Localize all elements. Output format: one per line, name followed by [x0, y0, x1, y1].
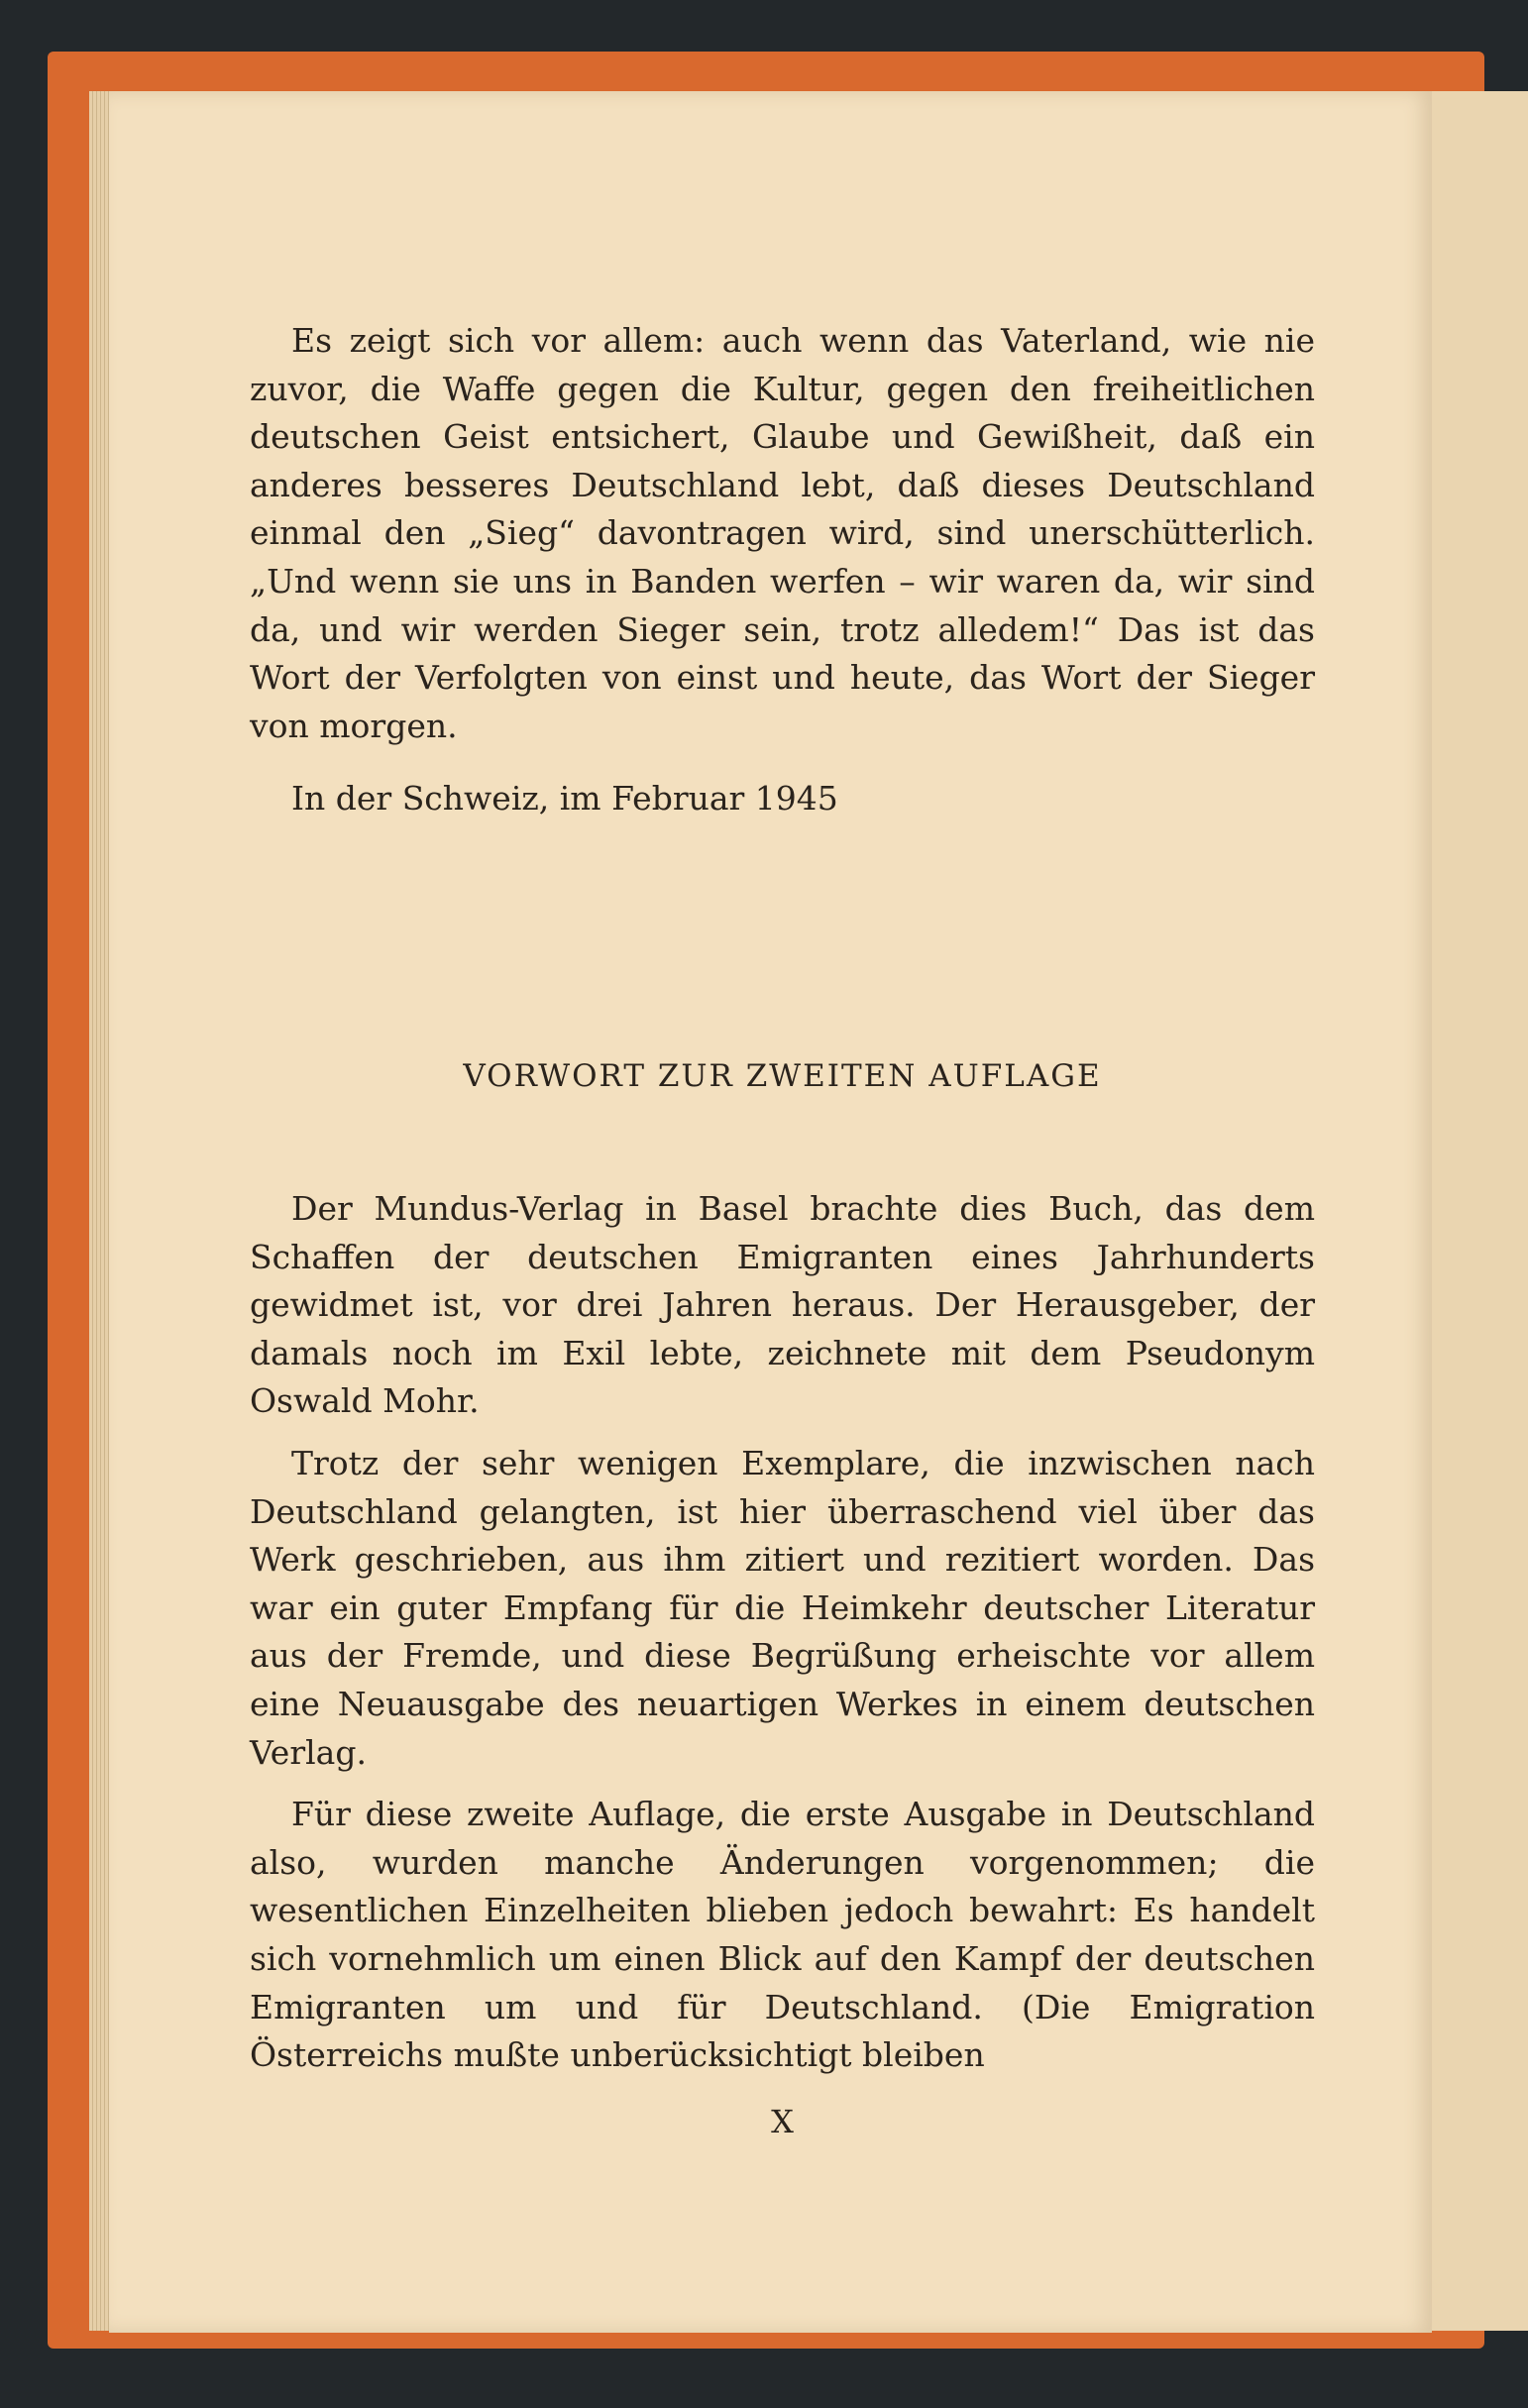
closing-paragraph-section: [250, 317, 1315, 780]
page-stack-edge: [89, 91, 111, 2331]
body-paragraph: Der Mundus-Verlag in Basel brachte dies Buch, das dem Schaffen der deutschen Emigranten eines Jahrhunderts gewidmet ist, vor drei Jahren heraus. Der Herausgeber, der damals noch im Exil lebte, zeichnete mit dem Pseudonym Oswald Mohr.: [250, 1189, 1315, 1421]
foreword-body: [250, 1185, 1315, 2094]
facing-page-edge: [1427, 91, 1528, 2331]
page-number: X: [771, 2103, 794, 2140]
body-paragraph: Für diese zweite Auflage, die erste Ausgabe in Deutschland also, wurden manche Änderungen vorgenommen; die wesentlichen Einzelheiten blieben jedoch bewahrt: Es handelt sich vornehmlich um einen Blick auf den Kampf der deutschen Emigranten um und für Deutschland. (Die Emigration Österreichs mußte unberücksichtigt bleiben: [250, 1795, 1315, 2075]
section-heading: VORWORT ZUR ZWEITEN AUFLAGE: [463, 1058, 1102, 1094]
body-paragraph: Es zeigt sich vor allem: auch wenn das Vaterland, wie nie zuvor, die Waffe gegen die Kultur, gegen den freiheitlichen deutschen Geist entsichert, Glaube und Gewißheit, daß ein anderes besseres Deutschland lebt, daß dieses Deutschland einmal den „Sieg“ davontragen wird, sind unerschütterlich. „Und wenn sie uns in Banden werfen – wir waren da, wir sind da, und wir werden Sieger sein, trotz alledem!“ Das ist das Wort der Verfolgten von einst und heute, das Wort der Sieger von morgen.: [250, 321, 1315, 745]
body-paragraph: Trotz der sehr wenigen Exemplare, die inzwischen nach Deutschland gelangten, ist hier überraschend viel über das Werk geschrieben, aus ihm zitiert und rezitiert worden. Das war ein guter Empfang für die Heimkehr deutscher Literatur aus der Fremde, und diese Begrüßung erheischte vor allem eine Neuausgabe des neuartigen Werkes in einem deutschen Verlag.: [250, 1443, 1315, 1772]
dateline: In der Schweiz, im Februar 1945: [291, 779, 838, 818]
